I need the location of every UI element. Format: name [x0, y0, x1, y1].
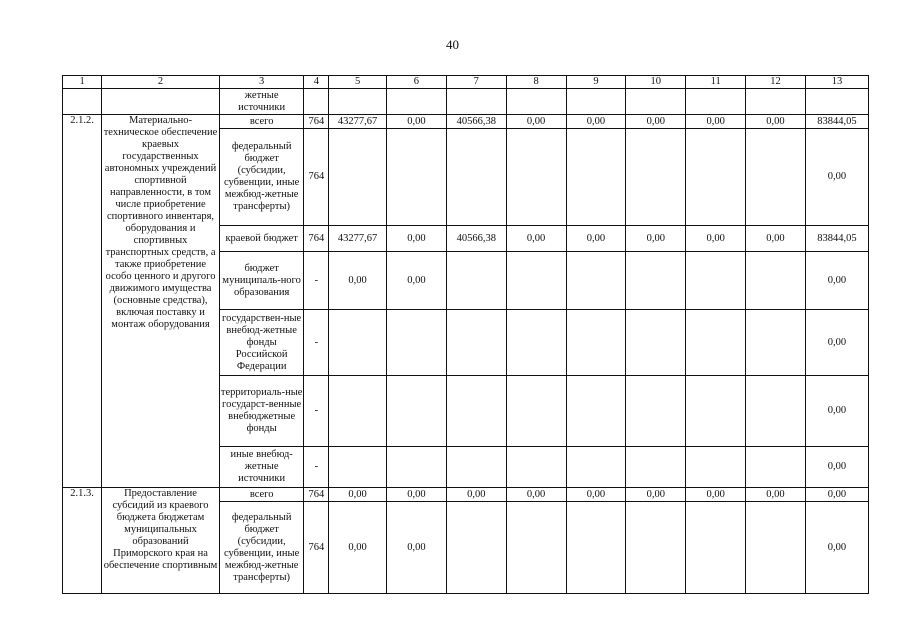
- value-cell: 0,00: [686, 488, 746, 502]
- value-cell: 0,00: [626, 115, 686, 129]
- header-row: [63, 76, 869, 89]
- source-cell: федеральный бюджет (субсидии, субвенции, иные межбюд-жетные трансферты): [219, 502, 304, 594]
- value-cell: 40566,38: [446, 115, 506, 129]
- header-cell: 10: [626, 76, 686, 89]
- table-row: [63, 89, 869, 115]
- source-cell: всего: [219, 488, 304, 502]
- header-cell: 1: [63, 76, 102, 89]
- value-cell: 0,00: [566, 488, 626, 502]
- header-cell: 3: [219, 76, 304, 89]
- value-cell: 0,00: [805, 310, 868, 376]
- value-cell: 0,00: [329, 488, 387, 502]
- value-cell: 764: [304, 226, 329, 252]
- source-cell: федеральный бюджет (субсидии, субвенции, иные межбюд-жетные трансферты): [219, 129, 304, 226]
- item-name: Предоставление субсидий из краевого бюджета бюджетам муниципальных образований Приморского края на обеспечение спортивным: [102, 488, 220, 594]
- value-cell: 0,00: [329, 502, 387, 594]
- item-code: 2.1.2.: [63, 115, 102, 488]
- header-cell: 13: [805, 76, 868, 89]
- value-cell: 0,00: [746, 226, 806, 252]
- header-cell: 8: [506, 76, 566, 89]
- value-cell: 0,00: [746, 488, 806, 502]
- header-cell: 4: [304, 76, 329, 89]
- value-cell: 0,00: [805, 376, 868, 447]
- value-cell: 0,00: [446, 488, 506, 502]
- value-cell: 0,00: [805, 252, 868, 310]
- header-cell: 9: [566, 76, 626, 89]
- source-cell: иные внебюд-жетные источники: [219, 447, 304, 488]
- budget-table: [62, 75, 869, 594]
- value-cell: 0,00: [387, 488, 447, 502]
- value-cell: 0,00: [506, 226, 566, 252]
- page-number: 40: [446, 37, 459, 52]
- item-code: 2.1.3.: [63, 488, 102, 594]
- source-cell: всего: [219, 115, 304, 129]
- value-cell: 0,00: [805, 129, 868, 226]
- value-cell: 0,00: [805, 502, 868, 594]
- value-cell: 0,00: [626, 488, 686, 502]
- value-cell: 0,00: [686, 115, 746, 129]
- value-cell: 764: [304, 115, 329, 129]
- value-cell: 40566,38: [446, 226, 506, 252]
- header-cell: 2: [102, 76, 220, 89]
- value-cell: 0,00: [387, 252, 447, 310]
- value-cell: 83844,05: [805, 226, 868, 252]
- header-cell: 7: [446, 76, 506, 89]
- value-cell: 43277,67: [329, 226, 387, 252]
- header-cell: 11: [686, 76, 746, 89]
- value-cell: 43277,67: [329, 115, 387, 129]
- value-cell: 0,00: [626, 226, 686, 252]
- source-cell: территориаль-ные государст-венные внебюджетные фонды: [219, 376, 304, 447]
- value-cell: -: [304, 447, 329, 488]
- table-row: [63, 488, 869, 502]
- value-cell: 764: [304, 502, 329, 594]
- value-cell: 0,00: [805, 488, 868, 502]
- value-cell: 83844,05: [805, 115, 868, 129]
- value-cell: 0,00: [805, 447, 868, 488]
- value-cell: 764: [304, 488, 329, 502]
- value-cell: 0,00: [506, 488, 566, 502]
- header-cell: 5: [329, 76, 387, 89]
- value-cell: 0,00: [506, 115, 566, 129]
- source-cell: жетные источники: [219, 89, 304, 115]
- header-cell: 12: [746, 76, 806, 89]
- header-cell: 6: [387, 76, 447, 89]
- source-cell: бюджет муниципаль-ного образования: [219, 252, 304, 310]
- value-cell: -: [304, 252, 329, 310]
- value-cell: 0,00: [387, 502, 447, 594]
- value-cell: 0,00: [329, 252, 387, 310]
- value-cell: 0,00: [566, 226, 626, 252]
- source-cell: краевой бюджет: [219, 226, 304, 252]
- value-cell: 0,00: [387, 226, 447, 252]
- value-cell: -: [304, 376, 329, 447]
- value-cell: -: [304, 310, 329, 376]
- value-cell: 0,00: [686, 226, 746, 252]
- value-cell: 764: [304, 129, 329, 226]
- table-row: [63, 115, 869, 129]
- value-cell: 0,00: [387, 115, 447, 129]
- value-cell: 0,00: [566, 115, 626, 129]
- item-name: Материально-техническое обеспечение краевых государственных автономных учреждений спортивной направленности, в том числе приобретение спортивного инвентаря, оборудования и спортивных транспортных средств, а также приобретение особо ценного и другого движимого имущества (основные средства), включая поставку и монтаж оборудования: [102, 115, 220, 488]
- source-cell: государствен-ные внебюд-жетные фонды Российской Федерации: [219, 310, 304, 376]
- value-cell: 0,00: [746, 115, 806, 129]
